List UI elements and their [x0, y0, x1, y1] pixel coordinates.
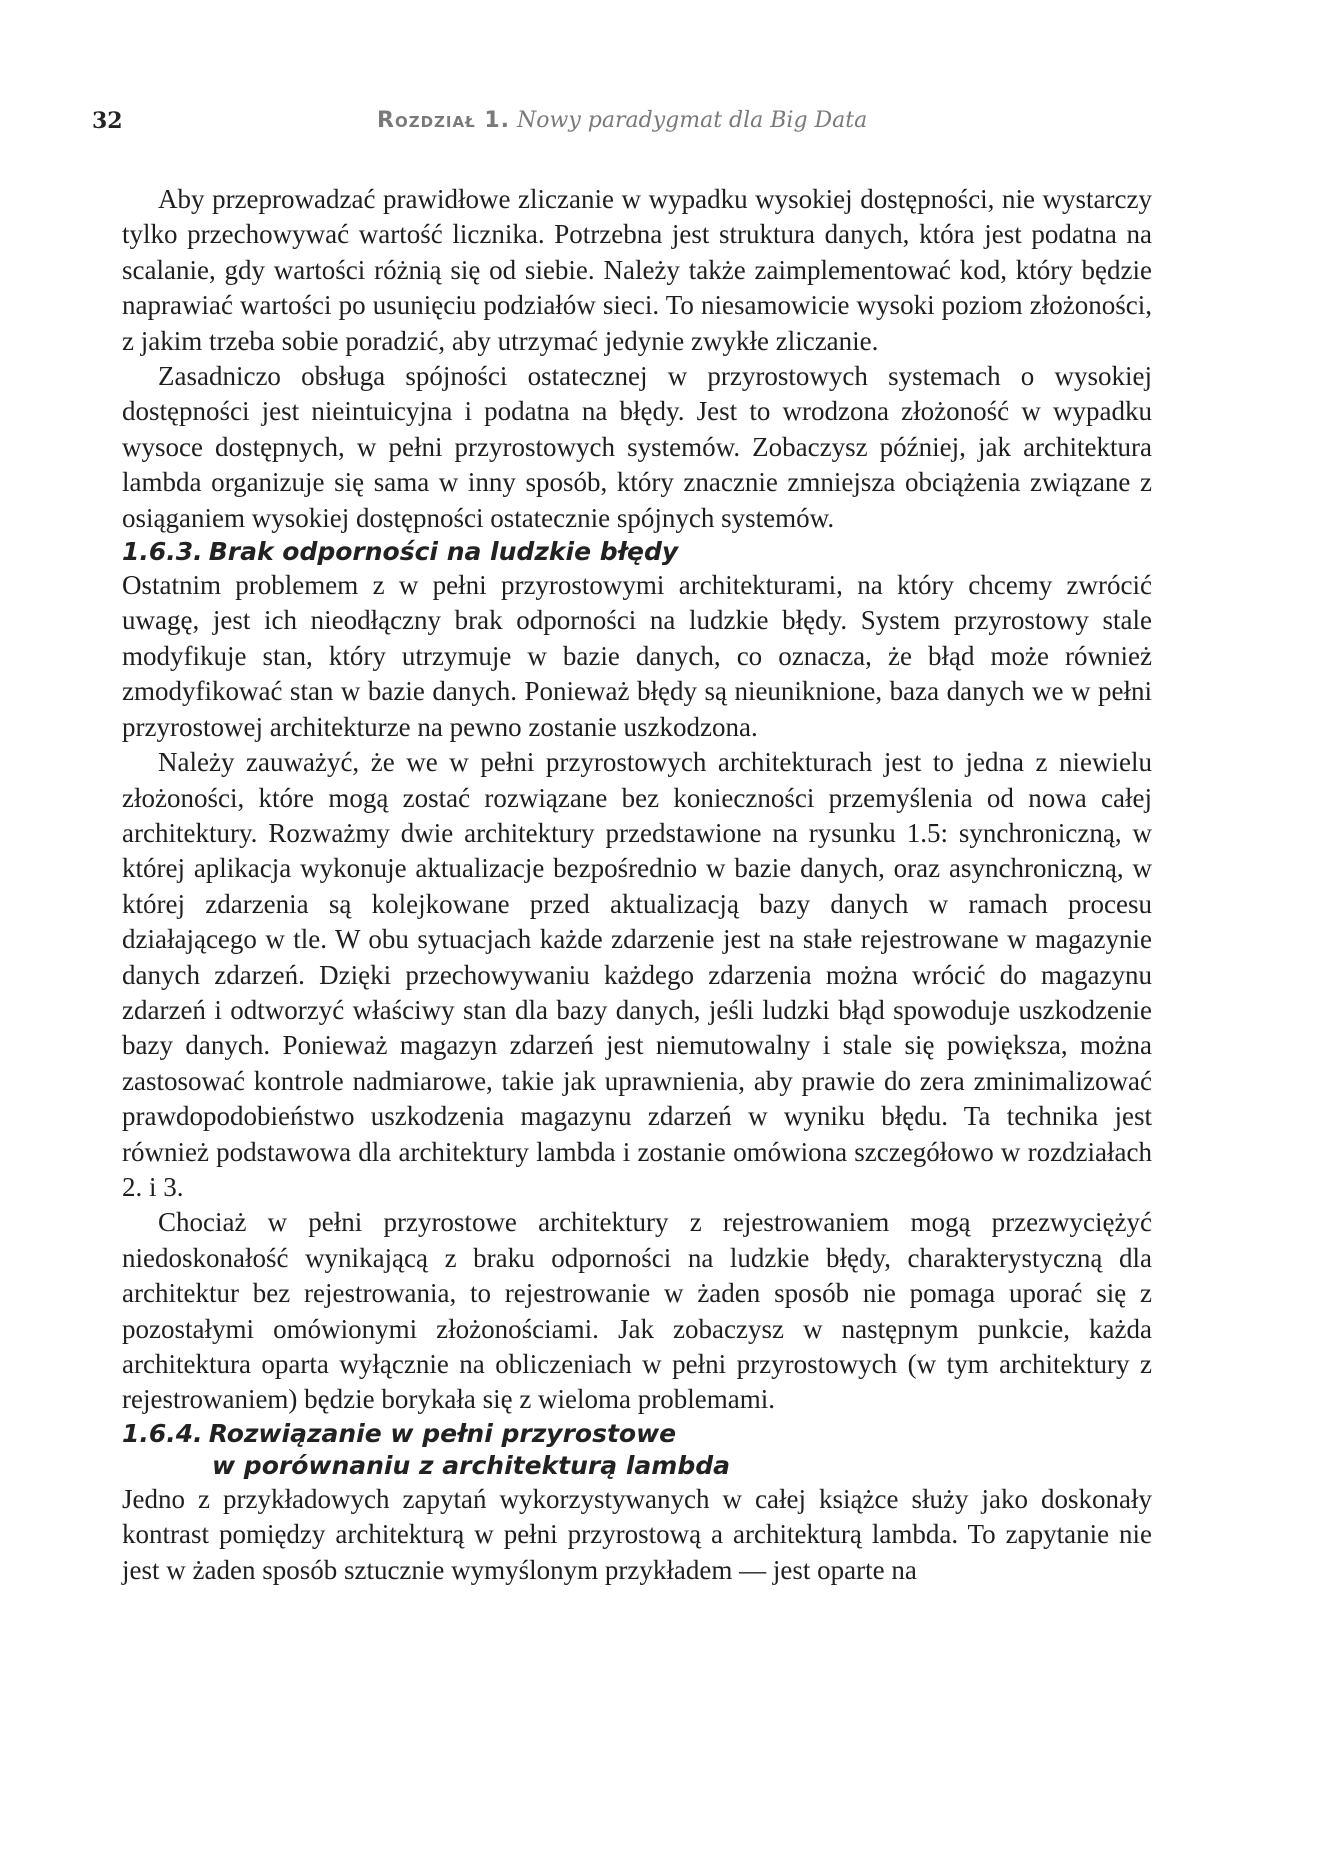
chapter-label: Rozdział 1.	[377, 108, 511, 133]
body-text	[122, 182, 1152, 1588]
chapter-title: Nowy paradygmat dla Big Data	[517, 108, 868, 133]
paragraph: Ostatnim problemem z w pełni przyrostowymi architekturami, na który chcemy zwrócić uwagę, jest ich nieodłączny brak odporności na ludzkie błędy. System przyrostowy stale modyfikuje stan, który utrzymuje w bazie danych, co oznacza, że błąd może również zmodyfikować stan w bazie danych. Ponieważ błędy są nieuniknione, baza danych we w pełni przyrostowej architekturze na pewno zostanie uszkodzona.	[122, 570, 1152, 742]
paragraph: Jedno z przykładowych zapytań wykorzystywanych w całej książce służy jako doskonały kontrast pomiędzy architekturą w pełni przyrostową a architekturą lambda. To zapytanie nie jest w żaden sposób sztucznie wymyślonym przykładem — jest oparte na	[122, 1483, 1152, 1585]
section-number: 1.6.3.	[122, 537, 203, 567]
paragraph: Należy zauważyć, że we w pełni przyrostowych architekturach jest to jedna z niewielu złożoności, które mogą zostać rozwiązane bez konieczności przemyślenia od nowa całej architektury. Rozważmy dwie architektury przedstawione na rysunku 1.5: synchroniczną, w której aplikacja wykonuje aktualizacje bezpośrednio w bazie danych, oraz asynchroniczną, w której zdarzenia są kolejkowane przed aktualizacją bazy danych w ramach procesu działającego w tle. W obu sytuacjach każde zdarzenie jest na stałe rejestrowane w magazynie danych zdarzeń. Dzięki przechowywaniu każdego zdarzenia można wrócić do magazynu zdarzeń i odtworzyć właściwy stan dla bazy danych, jeśli ludzki błąd spowoduje uszkodzenie bazy danych. Ponieważ magazyn zdarzeń jest niemutowalny i stale się powiększa, można zastosować kontrole nadmiarowe, takie jak uprawnienia, aby prawie do zera zminimalizować prawdopodobieństwo uszkodzenia magazynu zdarzeń w wyniku błędu. Ta technika jest również podstawowa dla architektury lambda i zostanie omówiona szczegółowo w rozdziałach 2. i 3.	[122, 747, 1152, 1202]
paragraph: Aby przeprowadzać prawidłowe zliczanie w wypadku wysokiej dostępności, nie wystarczy tylko przechowywać wartość licznika. Potrzebna jest struktura danych, która jest podatna na scalanie, gdy wartości różnią się od siebie. Należy także zaimplementować kod, który będzie naprawiać wartości po usunięciu podziałów sieci. To niesamowicie wysoki poziom złożoności, z jakim trzeba sobie poradzić, aby utrzymać jedynie zwykłe zliczanie.	[122, 184, 1152, 356]
section-number: 1.6.4.	[122, 1418, 203, 1448]
page-number: 32	[92, 108, 123, 134]
running-header	[92, 108, 1152, 140]
section-heading-1-6-4	[122, 1418, 1152, 1482]
section-title-line-1: Rozwiązanie w pełni przyrostowe	[208, 1418, 677, 1448]
section-title-line-2: w porównaniu z architekturą lambda	[212, 1450, 730, 1480]
section-heading-1-6-3	[122, 536, 1152, 568]
section-title: Brak odporności na ludzkie błędy	[208, 537, 679, 567]
paragraph: Zasadniczo obsługa spójności ostatecznej w przyrostowych systemach o wysokiej dostępności jest nieintuicyjna i podatna na błędy. Jest to wrodzona złożoność w wypadku wysoce dostępnych, w pełni przyrostowych systemów. Zobaczysz później, jak architektura lambda organizuje się sama w inny sposób, który znacznie zmniejsza obciążenia związane z osiąganiem wysokiej dostępności ostatecznie spójnych systemów.	[122, 361, 1152, 533]
chapter-header	[377, 108, 867, 133]
paragraph: Chociaż w pełni przyrostowe architektury z rejestrowaniem mogą przezwyciężyć niedoskonałość wynikającą z braku odporności na ludzkie błędy, charakterystyczną dla architektur bez rejestrowania, to rejestrowanie w żaden sposób nie pomaga uporać się z pozostałymi omówionymi złożonościami. Jak zobaczysz w następnym punkcie, każda architektura oparta wyłącznie na obliczeniach w pełni przyrostowych (w tym architektury z rejestrowaniem) będzie borykała się z wieloma problemami.	[122, 1207, 1152, 1415]
